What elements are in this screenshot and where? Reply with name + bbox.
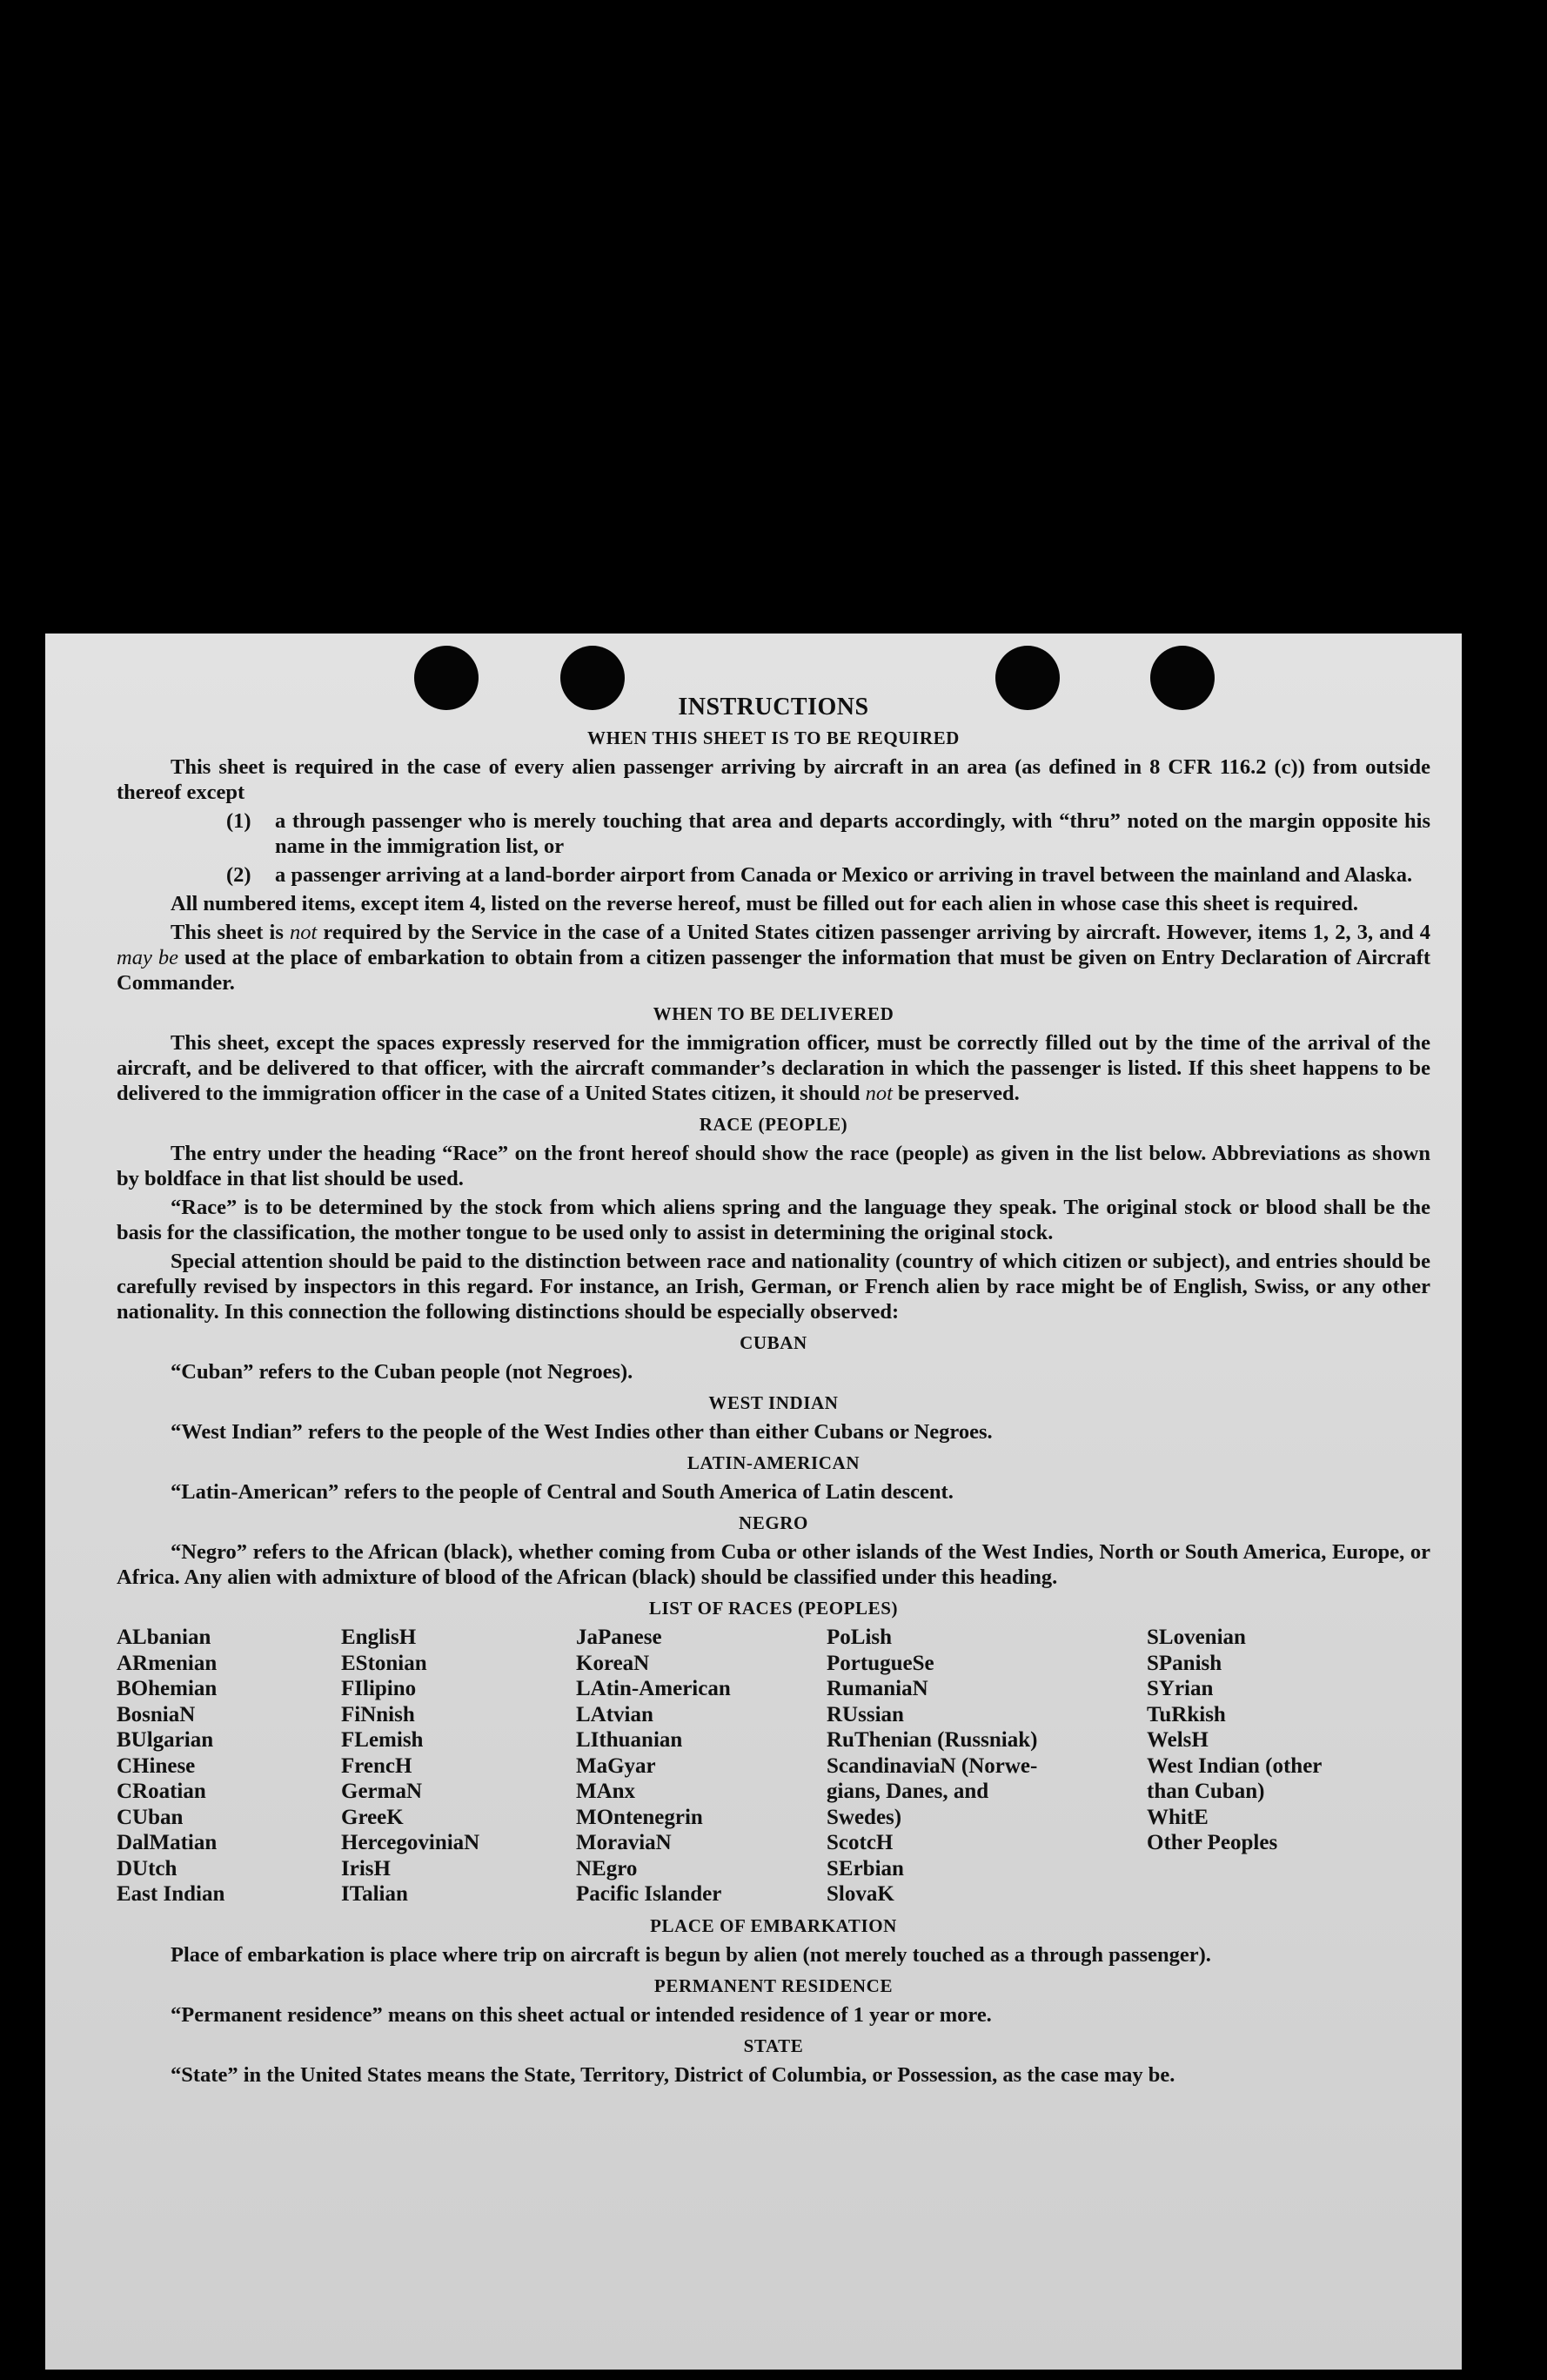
race-entry: ITalian [341,1882,408,1906]
race-entry: FrencH [341,1753,412,1778]
race-entry: SYrian [1147,1677,1214,1700]
race-column-3 [576,1625,827,1907]
race-entry: East Indian [117,1882,225,1906]
emphasis-not: not [289,921,318,944]
race-column-1 [117,1625,341,1907]
negro-definition: “Negro” refers to the African (black), whether coming from Cuba or other islands of the West Indies, North or South America, Europe, or Africa. Any alien with admixture of blood of the African (black) should be classified under this heading. [117,1540,1430,1589]
race-entry: WhitE [1147,1805,1209,1829]
section-heading-when-delivered: WHEN TO BE DELIVERED [653,1003,894,1024]
race-entry: HercegoviniaN [341,1831,480,1854]
item-text: a through passenger who is merely touching that area and departs accordingly, with “thru” noted on the margin opposite his name in the immigration list, or [275,809,1430,858]
race-entry: FiNnish [341,1702,415,1726]
race-entry: BosniaN [117,1702,196,1726]
item-text: a passenger arriving at a land-border airport from Canada or Mexico or arriving in travel between the mainland and Alaska. [275,863,1413,887]
race-entry: PortugueSe [827,1651,934,1675]
exception-item-2 [226,862,1430,888]
race-column-4 [827,1625,1147,1907]
race-paragraph-2: “Race” is to be determined by the stock from which aliens spring and the language they speak. The original stock or blood shall be the basis for the classification, the mother tongue to be used only to assist in determining the original stock. [117,1196,1430,1244]
when-delivered-paragraph [117,1030,1430,1106]
section-heading-embarkation: PLACE OF EMBARKATION [650,1914,897,1936]
section-heading-state: STATE [743,2035,804,2056]
race-entry: BOhemian [117,1677,218,1700]
item-number: (1) [226,809,251,833]
race-entry: than Cuban) [1147,1780,1265,1803]
race-entry: CUban [117,1805,184,1829]
race-entry: EStonian [341,1651,427,1675]
section-heading-residence: PERMANENT RESIDENCE [653,1974,894,1996]
item-number: (2) [226,863,251,887]
race-entry: GermaN [341,1780,423,1803]
section-heading-when-required: WHEN THIS SHEET IS TO BE REQUIRED [587,727,960,748]
text-run: be preserved. [892,1082,1020,1105]
text-run: used at the place of embarkation to obtain from a citizen passenger the information that must be given on Entry Declaration of Aircraft Commander. [117,946,1430,995]
text-run: required by the Service in the case of a United States citizen passenger arriving by aircraft. However, items 1, 2, 3, and 4 [317,921,1430,944]
race-entry: WelsH [1147,1728,1209,1752]
document-sheet [45,634,1462,2370]
race-entry: SPanish [1147,1651,1222,1675]
race-paragraph-3: Special attention should be paid to the distinction between race and nationality (country of which citizen or subject), and entries should be carefully revised by inspectors in this regard. For instance, an Irish, German, or French alien by race might be of English, Swiss, or any other nationality. In this connection the following distinctions should be especially observed: [117,1250,1430,1324]
race-entry: CRoatian [117,1780,206,1803]
west-indian-definition: “West Indian” refers to the people of the West Indies other than either Cubans or Negroes. [171,1420,993,1444]
text-run: This sheet is [171,921,290,944]
section-heading-latin-american: LATIN-AMERICAN [686,1452,861,1473]
race-entry: BUlgarian [117,1728,214,1752]
race-entry: CHinese [117,1753,196,1778]
race-entry: ARmenian [117,1651,218,1675]
race-column-2 [341,1625,576,1907]
race-entry: MoraviaN [576,1831,672,1854]
race-entry: LIthuanian [576,1728,683,1752]
page-title: INSTRUCTIONS [678,694,869,721]
race-entry: MaGyar [576,1753,656,1778]
race-paragraph-1: The entry under the heading “Race” on the front hereof should show the race (people) as given in the list below. Abbreviations as shown by boldface in that list should be used. [117,1142,1430,1190]
race-entry: FIlipino [341,1677,417,1700]
race-column-5 [1147,1625,1430,1907]
section-heading-west-indian: WEST INDIAN [708,1392,839,1413]
race-entry: Other Peoples [1147,1831,1278,1854]
race-entry: MOntenegrin [576,1805,703,1829]
race-entry: Swedes) [827,1805,902,1829]
section-heading-list-of-races: LIST OF RACES (PEOPLES) [648,1598,899,1619]
latin-american-definition: “Latin-American” refers to the people of Central and South America of Latin descent. [171,1480,954,1504]
embarkation-definition: Place of embarkation is place where trip on aircraft is begun by alien (not merely touched as a through passenger). [171,1942,1211,1967]
race-entry: RuThenian (Russniak) [827,1728,1038,1752]
citizen-paragraph [117,920,1430,996]
race-entry: SLovenian [1147,1626,1246,1649]
race-entry: ALbanian [117,1626,211,1649]
exception-item-1 [226,808,1430,859]
race-entry: RUssian [827,1702,904,1726]
emphasis-not: not [865,1082,893,1105]
section-heading-negro: NEGRO [738,1512,808,1533]
residence-definition: “Permanent residence” means on this sheet actual or intended residence of 1 year or more. [171,2002,992,2027]
race-entry: KoreaN [576,1651,650,1675]
state-definition: “State” in the United States means the State, Territory, District of Columbia, or Possession, as the case may be. [171,2062,1175,2087]
race-list [117,1625,1430,1907]
emphasis-may-be: may be [117,946,178,969]
race-entry: Pacific Islander [576,1882,722,1906]
race-entry: RumaniaN [827,1677,928,1700]
race-entry: EnglisH [341,1626,417,1649]
race-entry: LAtvian [576,1702,653,1726]
section-heading-cuban: CUBAN [740,1332,807,1353]
cuban-definition: “Cuban” refers to the Cuban people (not Negroes). [171,1360,633,1384]
race-entry: SErbian [827,1856,904,1881]
race-entry: West Indian (other [1147,1753,1323,1778]
race-entry: PoLish [827,1626,893,1649]
race-entry: DalMatian [117,1831,218,1854]
numbered-items-paragraph: All numbered items, except item 4, listed on the reverse hereof, must be filled out for each alien in whose case this sheet is required. [171,892,1359,915]
race-entry: GreeK [341,1805,404,1829]
race-entry: JaPanese [576,1626,662,1649]
race-entry: FLemish [341,1728,424,1752]
text-run: This sheet, except the spaces expressly reserved for the immigration officer, must be correctly filled out by the time of the arrival of the aircraft, and be delivered to that officer, with the aircraft commander’s declaration in which the passenger is listed. If this sheet happens to be delivered to the immigration officer in the case of a United States citizen, it should [117,1031,1430,1105]
race-entry: LAtin-American [576,1677,731,1700]
section-heading-race: RACE (PEOPLE) [699,1114,848,1135]
race-entry: SlovaK [827,1882,894,1906]
race-entry: DUtch [117,1856,177,1881]
race-entry: gians, Danes, and [827,1780,989,1803]
race-entry: NEgro [576,1856,638,1881]
race-entry: TuRkish [1147,1702,1226,1726]
instructions-content [117,694,1430,2091]
race-entry: IrisH [341,1856,391,1881]
race-entry: ScotcH [827,1831,894,1854]
when-required-intro: This sheet is required in the case of every alien passenger arriving by aircraft in an area (as defined in 8 CFR 116.2 (c)) from outside thereof except [117,755,1430,804]
race-entry: ScandinaviaN (Norwe- [827,1753,1038,1778]
race-entry: MAnx [576,1780,636,1803]
